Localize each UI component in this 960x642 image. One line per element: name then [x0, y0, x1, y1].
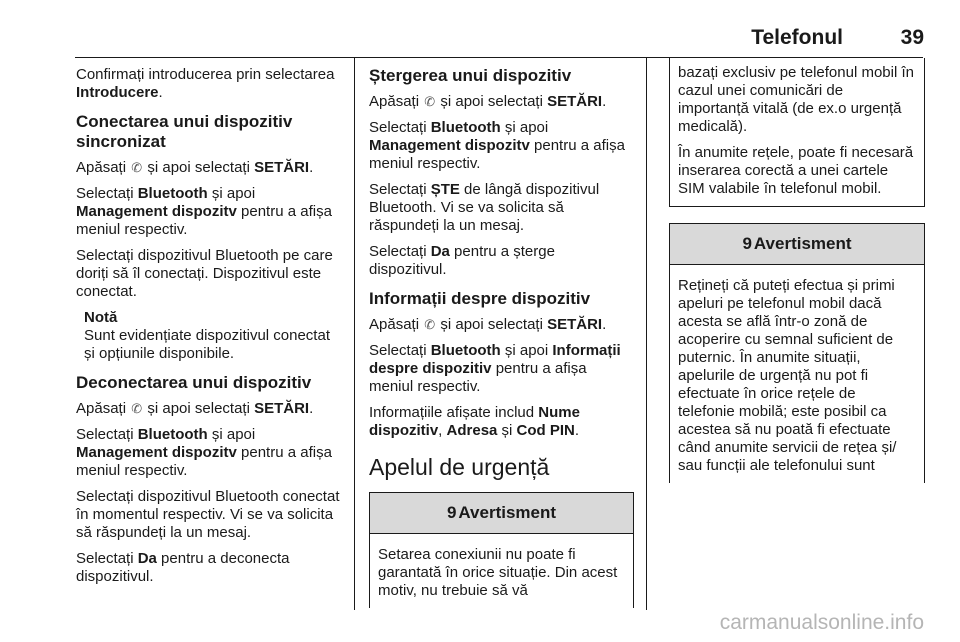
text: și apoi	[207, 426, 256, 443]
text: Informațiile afișate includ	[369, 404, 539, 421]
text: și apoi selectați	[143, 400, 255, 417]
warning-icon: 9	[446, 503, 457, 522]
section-heading: Deconectarea unui dispozitiv	[76, 373, 312, 392]
text: .	[309, 400, 314, 417]
text: Selectați	[76, 426, 138, 443]
page-number: 39	[900, 26, 924, 49]
warning-icon: 9	[742, 234, 752, 253]
text: ,	[438, 422, 447, 439]
text: Selectați	[369, 119, 431, 136]
text: pentru a afișa meniul respectiv.	[76, 203, 332, 238]
text: și apoi	[500, 342, 553, 359]
column-divider	[354, 58, 355, 610]
text: și	[497, 422, 517, 439]
bold-term: SETĂRI	[547, 93, 603, 110]
text: de lângă dispozitivul Bluetooth. Vi se va solicita să răspundeți la un mesaj.	[369, 181, 600, 234]
bold-term: Bluetooth	[430, 342, 501, 359]
paragraph: În anumite rețele, poate fi necesară inserarea corectă a unei cartele SIM valabile în telefonul mobil.	[678, 144, 914, 197]
text: și apoi selectați	[143, 159, 255, 176]
warning-header	[370, 493, 633, 534]
bold-term: Introducere	[76, 84, 159, 101]
section-heading: Informații despre dispozitiv	[369, 289, 591, 308]
bold-term: SETĂRI	[254, 159, 310, 176]
paragraph	[369, 181, 634, 235]
column-2	[369, 66, 634, 608]
phone-icon: ✆	[424, 317, 436, 332]
text: pentru a deconecta dispozitivul.	[76, 550, 290, 585]
bold-term: Informații despre dispozitiv	[369, 342, 621, 377]
warning-text: Rețineți că puteți efectua și primi apeluri pe telefonul mobil dacă acesta se află într-o zonă de acoperire cu semnal suficient de puternic. În anumite situații, apelurile de urgență nu pot fi efectuate în orice rețele de telefonie mobilă; este posibil ca acestea să nu poată fi efectuate când anumite servicii de rețea și/ sau funcții ale telefonului sunt	[678, 277, 897, 474]
warning-header	[670, 224, 924, 265]
paragraph	[369, 342, 634, 396]
paragraph	[76, 426, 344, 480]
text: Selectați	[369, 243, 431, 260]
paragraph	[369, 243, 634, 279]
warning-text: Setarea conexiunii nu poate fi garantată în orice situație. Din acest motiv, nu trebuie să vă	[378, 546, 618, 599]
text: Selectați	[76, 185, 138, 202]
paragraph	[76, 159, 344, 177]
paragraph	[76, 185, 344, 239]
text: pentru a afișa meniul respectiv.	[369, 360, 587, 395]
paragraph	[76, 550, 344, 586]
bold-term: Bluetooth	[137, 185, 208, 202]
paragraph	[76, 66, 344, 102]
warning-box	[669, 223, 925, 483]
bold-term: SETĂRI	[547, 316, 603, 333]
note	[84, 309, 344, 363]
bold-term: Management dispozitv	[76, 444, 237, 461]
note-title: Notă	[84, 309, 118, 326]
chapter-heading: Apelul de urgență	[369, 454, 550, 480]
paragraph	[369, 119, 634, 173]
text: Selectați	[76, 550, 138, 567]
column-3	[669, 66, 925, 483]
column-1	[76, 66, 344, 594]
text: pentru a șterge dispozitivul.	[369, 243, 555, 278]
text: Apăsați	[369, 93, 424, 110]
text: și apoi selectați	[436, 93, 548, 110]
text: Apăsați	[369, 316, 424, 333]
bold-term: Bluetooth	[137, 426, 208, 443]
text: pentru a afișa meniul respectiv.	[369, 137, 625, 172]
paragraph: bazați exclusiv pe telefonul mobil în cazul unei comunicări de importanță vitală (de ex.o urgență medicală).	[678, 64, 914, 135]
bold-term: Da	[137, 550, 157, 567]
paragraph: Selectați dispozitivul Bluetooth conectat în momentul respectiv. Vi se va solicita să răspundeți la un mesaj.	[76, 488, 340, 541]
bold-term: Da	[430, 243, 450, 260]
text: .	[602, 316, 607, 333]
text: .	[602, 93, 607, 110]
bold-term: SETĂRI	[254, 400, 310, 417]
text: Confirmați introducerea prin selectarea	[76, 66, 335, 83]
phone-icon: ✆	[424, 94, 436, 109]
note-text: Sunt evidențiate dispozitivul conectat și opțiunile disponibile.	[84, 327, 330, 362]
phone-icon: ✆	[131, 401, 143, 416]
text: și apoi	[207, 185, 256, 202]
text: .	[574, 422, 580, 439]
paragraph	[369, 316, 634, 334]
paragraph	[76, 400, 344, 418]
text: și apoi selectați	[436, 316, 548, 333]
section-heading: Ștergerea unui dispozitiv	[369, 66, 572, 85]
warning-title: Avertisment	[458, 503, 557, 522]
paragraph	[369, 93, 634, 111]
text: și apoi	[500, 119, 549, 136]
warning-box-continued	[669, 58, 925, 207]
text: Apăsați	[76, 159, 131, 176]
column-divider	[646, 58, 647, 610]
text: pentru a afișa meniul respectiv.	[76, 444, 332, 479]
text: Selectați	[369, 342, 431, 359]
bold-term: Nume dispozitiv	[369, 404, 580, 439]
text: Apăsați	[76, 400, 131, 417]
paragraph	[369, 404, 634, 440]
bold-term: Cod PIN	[516, 422, 575, 439]
text: .	[309, 159, 314, 176]
warning-box	[369, 492, 634, 608]
bold-term: Adresa	[446, 422, 498, 439]
page-header-title: Telefonul	[751, 26, 843, 49]
phone-icon: ✆	[131, 160, 143, 175]
bold-term: ȘTE	[430, 181, 460, 198]
watermark: carmanualsonline.info	[719, 611, 924, 634]
bold-term: Management dispozitv	[76, 203, 237, 220]
paragraph: Selectați dispozitivul Bluetooth pe care doriți să îl conectați. Dispozitivul este conectat.	[76, 247, 333, 300]
text: Selectați	[369, 181, 431, 198]
warning-title: Avertisment	[753, 234, 852, 253]
bold-term: Bluetooth	[430, 119, 501, 136]
section-heading: Conectarea unui dispozitiv sincronizat	[76, 112, 293, 151]
bold-term: Management dispozitv	[369, 137, 530, 154]
text: .	[158, 84, 163, 101]
